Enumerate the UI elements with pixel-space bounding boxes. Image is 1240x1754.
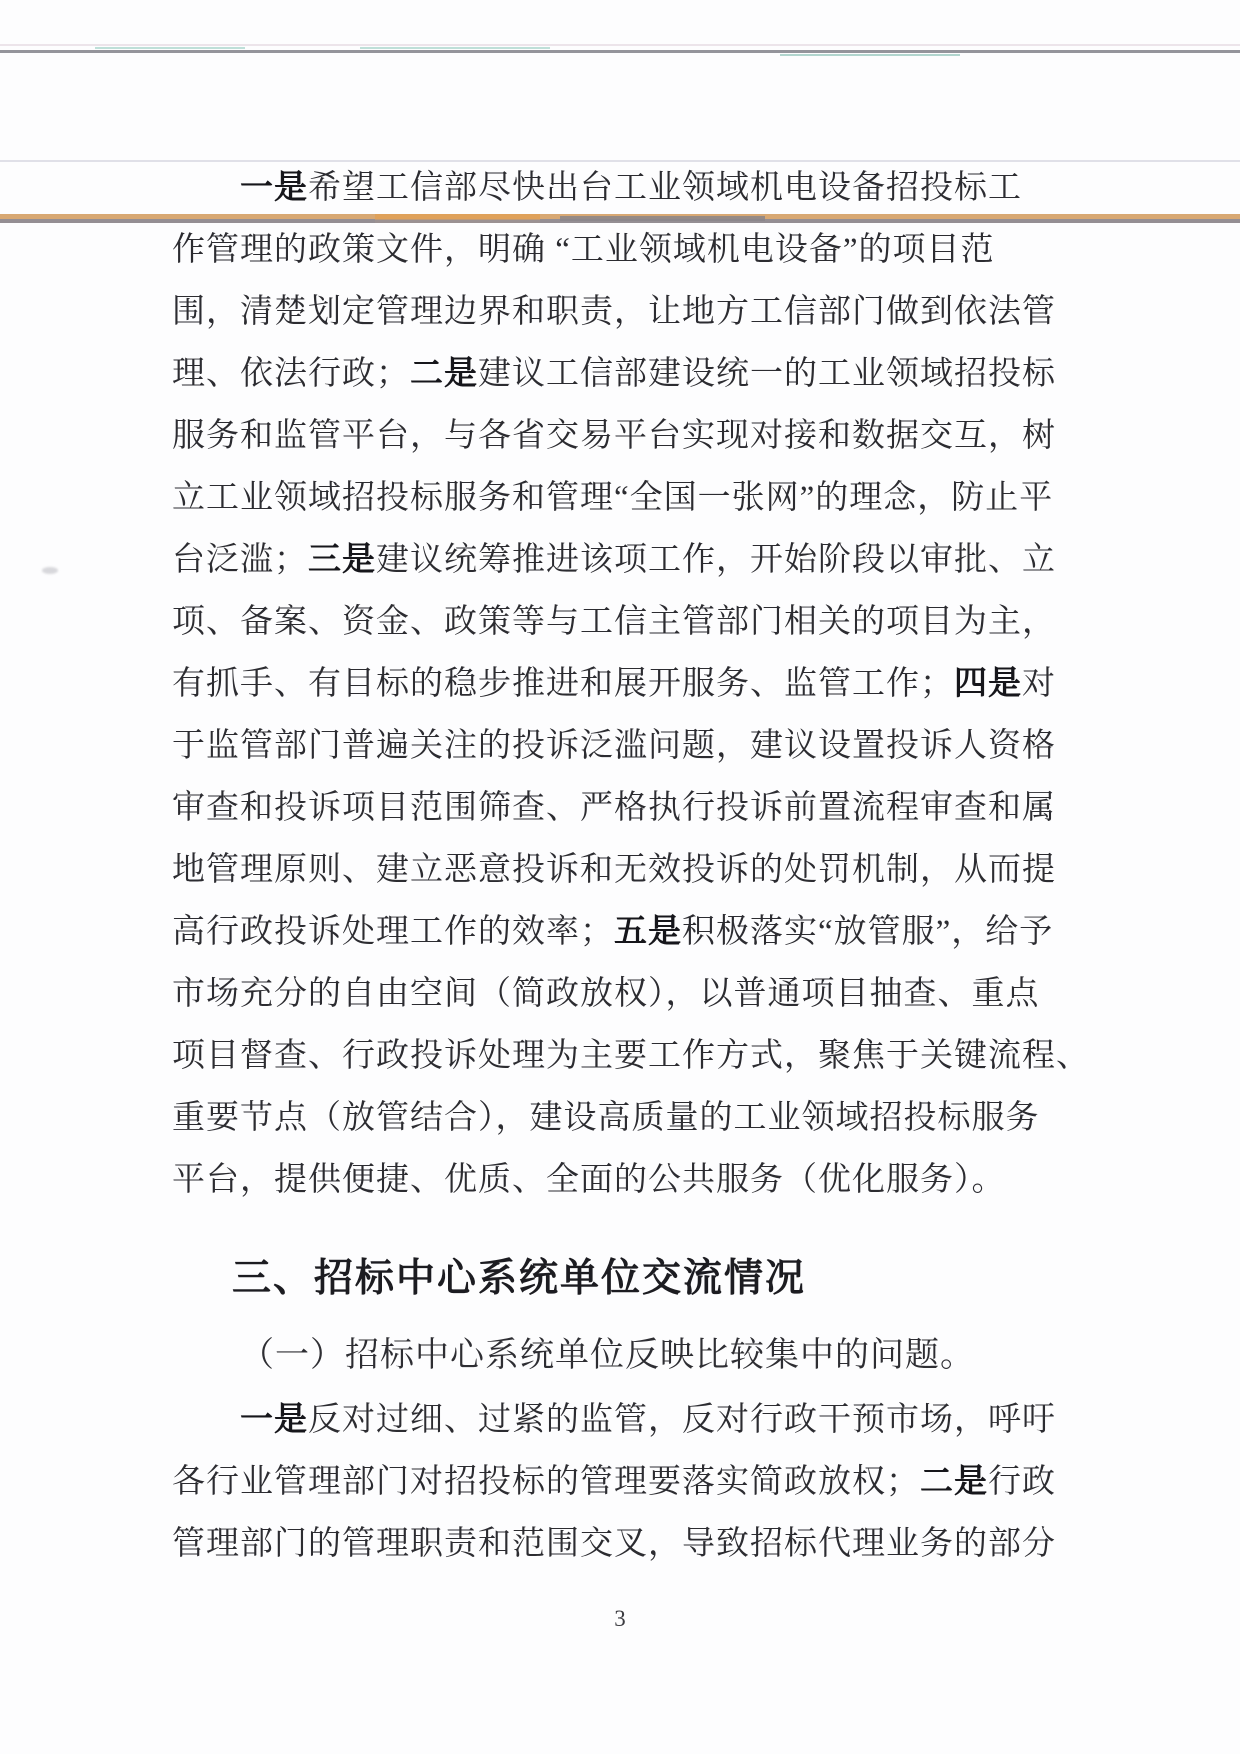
sub-heading: （一）招标中心系统单位反映比较集中的问题。 — [240, 1337, 975, 1374]
emphasis-run: 二是 — [920, 1464, 988, 1500]
text-run: 管理部门的管理职责和范围交叉，导致招标代理业务的部分 — [172, 1526, 1056, 1562]
text-line — [172, 157, 1034, 219]
text-run: 建议工信部建设统一的工业领域招投标 — [478, 356, 1056, 392]
text-line — [172, 653, 1056, 715]
emphasis-run: 一是 — [240, 170, 308, 206]
text-line — [172, 405, 1056, 467]
emphasis-run: 二是 — [410, 356, 478, 392]
text-run: 围，清楚划定管理边界和职责，让地方工信部门做到依法管 — [172, 294, 1056, 330]
text-line — [172, 219, 1034, 281]
text-run: 建议统筹推进该项工作，开始阶段以审批、立 — [376, 542, 1056, 578]
text-run: 市场充分的自由空间（简政放权），以普通项目抽查、重点 — [172, 976, 1040, 1012]
section-heading: 三、招标中心系统单位交流情况 — [232, 1257, 807, 1300]
text-line — [172, 1087, 1040, 1149]
text-line — [172, 529, 1056, 591]
margin-smudge — [42, 567, 58, 574]
text-line — [172, 1513, 1056, 1575]
text-line — [172, 963, 1040, 1025]
top-light-rule — [0, 44, 1240, 46]
text-line — [172, 467, 1054, 529]
top-gray-rule — [0, 50, 1240, 53]
teal-scan-artifact — [360, 47, 550, 49]
text-line — [172, 1451, 1056, 1513]
text-line — [172, 591, 1056, 653]
paragraph-2 — [172, 1389, 1056, 1575]
text-run: 于监管部门普遍关注的投诉泛滥问题，建议设置投诉人资格 — [172, 728, 1056, 764]
text-run: 重要节点（放管结合），建设高质量的工业领域招投标服务 — [172, 1100, 1040, 1136]
text-run: 审查和投诉项目范围筛查、严格执行投诉前置流程审查和属 — [172, 790, 1056, 826]
text-line — [172, 1025, 1090, 1087]
teal-scan-artifact — [95, 47, 245, 49]
text-run: 项、备案、资金、政策等与工信主管部门相关的项目为主， — [172, 604, 1056, 640]
text-line — [172, 281, 1056, 343]
text-run: 项目督查、行政投诉处理为主要工作方式，聚焦于关键流程、 — [172, 1038, 1090, 1074]
text-line — [172, 901, 1054, 963]
text-run: 行政 — [988, 1464, 1056, 1500]
text-run: 地管理原则、建立恶意投诉和无效投诉的处罚机制，从而提 — [172, 852, 1056, 888]
text-run: 理、依法行政； — [172, 356, 410, 392]
text-run: 立工业领域招投标服务和管理“全国一张网”的理念，防止平 — [172, 480, 1054, 516]
emphasis-run: 三是 — [308, 542, 376, 578]
paragraph-1 — [172, 157, 1090, 1211]
text-line — [172, 839, 1056, 901]
text-run: 希望工信部尽快出台工业领域机电设备招投标工 — [308, 170, 1022, 206]
text-run: 台泛滥； — [172, 542, 308, 578]
text-run: 积极落实“放管服”，给予 — [682, 914, 1054, 950]
text-run: 作管理的政策文件，明确 “工业领域机电设备”的项目范 — [172, 232, 995, 268]
text-run: 反对过细、过紧的监管，反对行政干预市场，呼吁 — [308, 1402, 1056, 1438]
text-run: 高行政投诉处理工作的效率； — [172, 914, 614, 950]
text-line — [172, 1149, 1034, 1211]
emphasis-run: 一是 — [240, 1402, 308, 1438]
text-run: 各行业管理部门对招投标的管理要落实简政放权； — [172, 1464, 920, 1500]
text-line — [172, 343, 1056, 405]
page-number: 3 — [614, 1606, 626, 1631]
text-run: 平台，提供便捷、优质、全面的公共服务（优化服务）。 — [172, 1162, 1006, 1198]
text-line — [172, 777, 1056, 839]
emphasis-run: 四是 — [954, 666, 1022, 702]
text-run: 服务和监管平台，与各省交易平台实现对接和数据交互，树 — [172, 418, 1056, 454]
teal-scan-artifact — [780, 54, 960, 56]
text-line — [172, 1389, 1056, 1451]
text-run: 对 — [1022, 666, 1056, 702]
emphasis-run: 五是 — [614, 914, 682, 950]
text-line — [172, 715, 1056, 777]
text-run: 有抓手、有目标的稳步推进和展开服务、监管工作； — [172, 666, 954, 702]
